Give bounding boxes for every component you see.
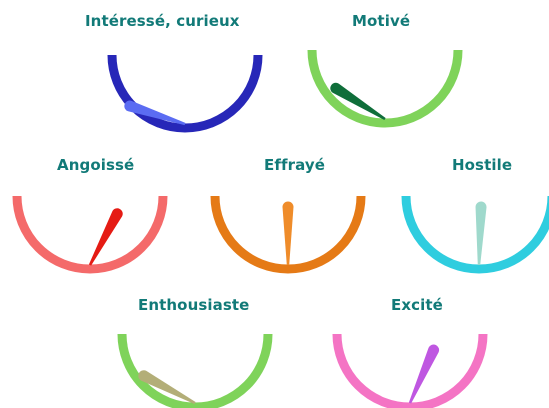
gauge-label: Intéressé, curieux [85,12,240,30]
gauge-needle [89,208,123,265]
gauge-label: Effrayé [264,156,326,174]
gauge-dial [110,334,280,408]
gauge-needle [476,202,487,266]
gauge-needle [409,345,439,404]
gauge-arc [112,55,258,128]
gauge-label: Enthousiaste [138,296,250,314]
gauge-dial [203,196,373,276]
gauge-dial [394,196,549,276]
gauge-dial [300,50,470,130]
gauge-dial [100,55,270,135]
gauge-needle [283,202,294,266]
gauge-arc [337,334,483,407]
gauge-label: Angoissé [57,156,135,174]
gauge-arc [17,196,163,269]
gauge-dial [325,334,495,408]
gauge-dial [5,196,175,276]
gauge-label: Hostile [452,156,513,174]
gauge-label: Motivé [352,12,411,30]
gauge-label: Excité [391,296,443,314]
